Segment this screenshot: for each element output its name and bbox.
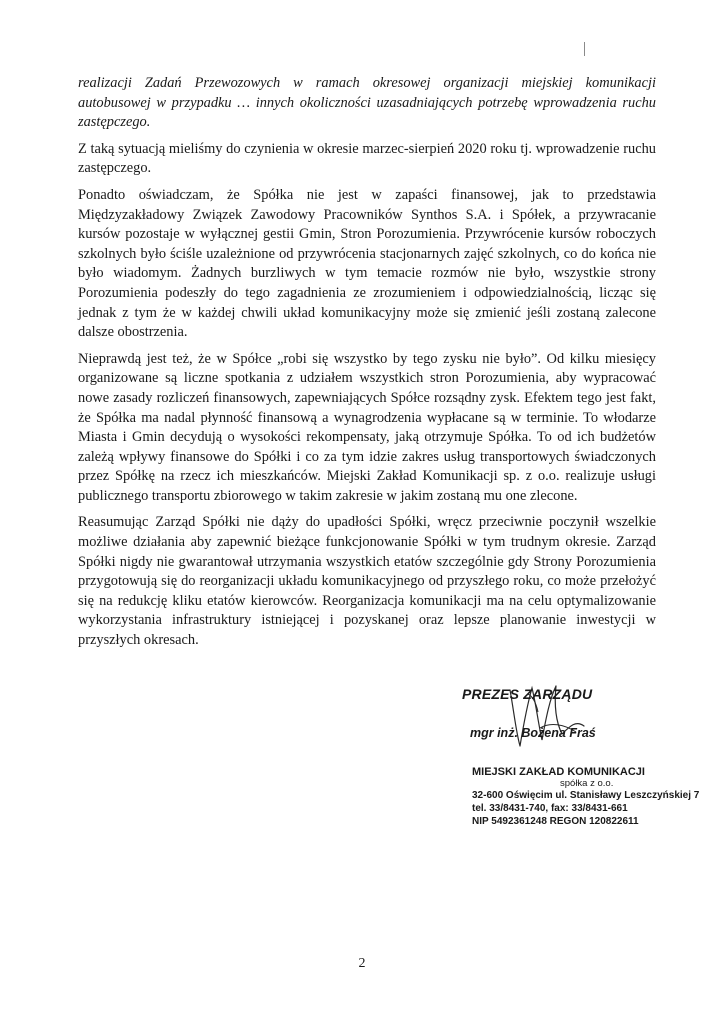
paragraph-financial-statement: Ponadto oświadczam, że Spółka nie jest w zapaści finansowej, jak to przedstawia Międzyzakładowy Związek Zawodowy Pracowników Synthos S.A. i Spółek, a przywracanie kursów pozostaje w wyłącznej gestii Gmin, Stron Porozumienia. Przywrócenie kursów roboczych szkolnych było ściśle uzależnione od przywrócenia stacjonarnych zajęć szkolnych, co do końca nie było wiadomym. Żadnych burzliwych w tym temacie rozmów nie było, wszystkie strony Porozumienia podeszły do tego zagadnienia ze zrozumieniem i odpowiedzialnością, licząc się jednak z tym że w każdej chwili układ komunikacyjny może się zmienić jeśli zostaną zalecone dalsze obostrzenia. [78, 186, 656, 341]
paragraph-summary: Reasumując Zarząd Spółki nie dąży do upadłości Spółki, wręcz przeciwnie poczynił wszelkie możliwe działania aby zapewnić bieżące funkcjonowanie Spółki w tym trudnym okresie. Zarząd Spółki nigdy nie gwarantował utrzymania wszystkich etatów szczególnie gdy Strony Porozumienia przygotowują się do reorganizacji układu komunikacyjnego od przyszłego roku, co może przełożyć się na redukcję kliku etatów kierowców. Reorganizacja komunikacji ma na celu optymalizowanie wykorzystania infrastruktury istniejącej i pozyskanej oraz lepsze planowanie inwestycji w przyszłych okresach. [78, 514, 656, 649]
signature-block [450, 682, 700, 832]
company-legal-form: spółka z o.o. [560, 778, 614, 789]
company-registration-ids: NIP 5492361248 REGON 120822611 [472, 816, 639, 827]
paragraph-profit-rebuttal: Nieprawdą jest też, że w Spółce „robi się wszystko by tego zysku nie było”. Od kilku miesięcy organizowane są liczne spotkania z udziałem wszystkich stron Porozumienia, aby wypracować nowe zasady rozliczeń finansowych, zapewniających Spółce rozsądny zysk. Efektem tego jest fakt, że Spółka ma nadal płynność finansową a wynagrodzenia wypłacane są w terminie. To włodarze Miasta i Gmin decydują o wysokości rekompensaty, jaką otrzymuje Spółka. To od ich budżetów zależą wpływy finansowe do Spółki i co za tym idzie zakres usług transportowych świadczonych przez Spółkę na rzecz ich mieszkańców. Miejski Zakład Komunikacji sp. z o.o. realizuje usługi publicznego transportu zbiorowego w takim zakresie w jakim zostaną mu one zlecone. [78, 350, 656, 504]
scan-mark [584, 42, 585, 56]
company-phone-fax: tel. 33/8431-740, fax: 33/8431-661 [472, 803, 628, 814]
page-number: 2 [358, 956, 366, 971]
company-name: MIEJSKI ZAKŁAD KOMUNIKACJI [472, 766, 645, 778]
company-address: 32-600 Oświęcim ul. Stanisławy Leszczyńskiej 7 [472, 790, 700, 801]
paragraph-continuation: realizacji Zadań Przewozowych w ramach okresowej organizacji miejskiej komunikacji autobusowej w przypadku … innych okoliczności uzasadniających potrzebę wprowadzenia ruchu zastępczego. [78, 75, 656, 131]
signatory-name: mgr inż. Bożena Fraś [470, 726, 596, 740]
company-stamp [472, 766, 700, 828]
letter-body [78, 74, 656, 658]
president-title: PREZES ZARZĄDU [462, 686, 593, 702]
paragraph-situation: Z taką sytuacją mieliśmy do czynienia w okresie marzec-sierpień 2020 roku tj. wprowadzenie ruchu zastępczego. [78, 140, 656, 177]
